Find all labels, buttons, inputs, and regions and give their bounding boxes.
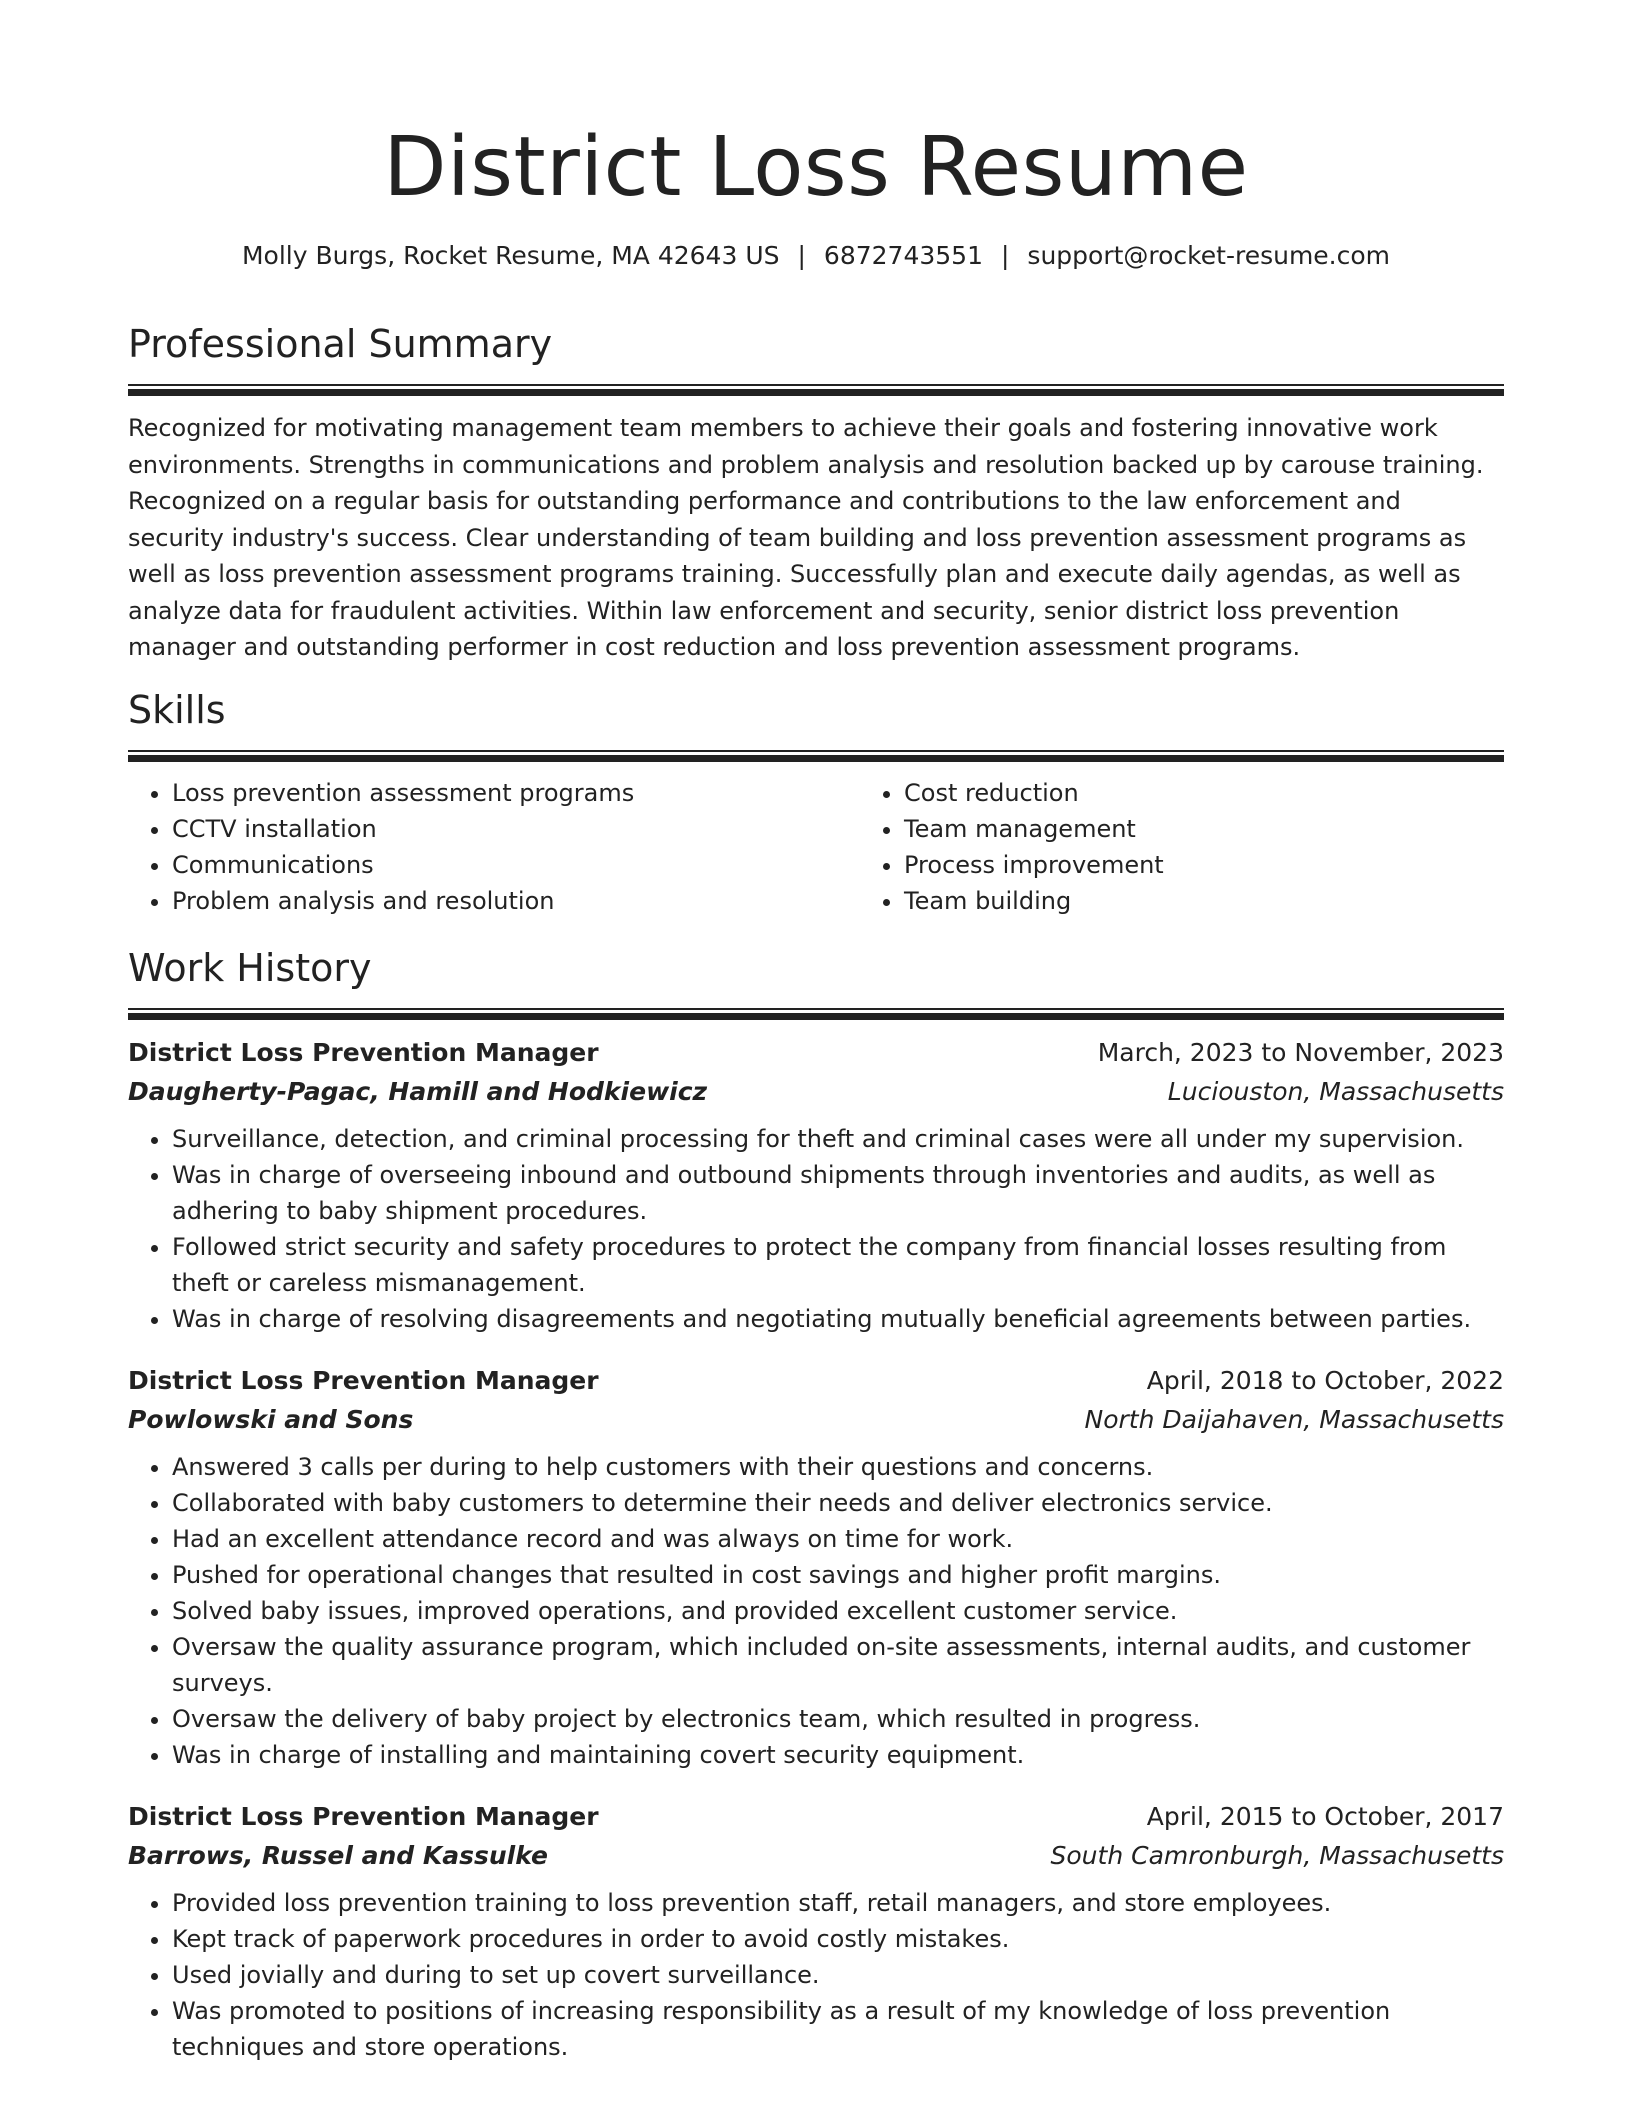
- section-divider: [128, 750, 1504, 762]
- job-location: North Daijahaven, Massachusetts: [1084, 1405, 1504, 1434]
- job-company: Daugherty-Pagac, Hamill and Hodkiewicz: [128, 1077, 708, 1106]
- resume-title: District Loss Resume: [383, 120, 1249, 215]
- skill-item: • Problem analysis and resolution: [172, 883, 860, 919]
- job-dates: April, 2015 to October, 2017: [1146, 1802, 1504, 1831]
- contact-line: [0, 236, 1632, 276]
- job-company: Barrows, Russel and Kassulke: [128, 1841, 548, 1870]
- job-bullet: • Pushed for operational changes that resulted in cost savings and higher profit margins.: [172, 1557, 1504, 1593]
- job-bullets: [128, 1449, 1504, 1773]
- skill-item: • Cost reduction: [904, 775, 1592, 811]
- skill-item: • Loss prevention assessment programs: [172, 775, 860, 811]
- skills-left-list: [128, 775, 860, 919]
- work-heading: Work History: [128, 946, 372, 990]
- job-entry: [128, 1033, 1504, 1337]
- skill-item: • Process improvement: [904, 847, 1592, 883]
- job-bullet: • Had an excellent attendance record and was always on time for work.: [172, 1521, 1504, 1557]
- job-bullet: • Was in charge of overseeing inbound and outbound shipments through inventories and audits, as well as adhering to baby shipment procedures.: [172, 1157, 1504, 1229]
- job-bullet: • Was promoted to positions of increasing responsibility as a result of my knowledge of loss prevention techniques and store operations.: [172, 1993, 1504, 2065]
- job-bullet: • Answered 3 calls per during to help customers with their questions and concerns.: [172, 1449, 1504, 1485]
- skill-item: • CCTV installation: [172, 811, 860, 847]
- job-dates: March, 2023 to November, 2023: [1097, 1038, 1504, 1067]
- job-bullet: • Provided loss prevention training to loss prevention staff, retail managers, and store employees.: [172, 1885, 1504, 1921]
- job-company: Powlowski and Sons: [128, 1405, 414, 1434]
- job-bullet: • Followed strict security and safety procedures to protect the company from financial losses resulting from theft or careless mismanagement.: [172, 1229, 1504, 1301]
- job-title: District Loss Prevention Manager: [128, 1366, 599, 1395]
- contact-address: Molly Burgs, Rocket Resume, MA 42643 US: [241, 241, 780, 270]
- contact-separator: |: [797, 241, 806, 270]
- job-bullet: • Was in charge of resolving disagreements and negotiating mutually beneficial agreements between parties.: [172, 1301, 1504, 1337]
- job-title: District Loss Prevention Manager: [128, 1038, 599, 1067]
- job-entry: [128, 1797, 1504, 2065]
- skills-grid: [128, 775, 1504, 919]
- skill-item: • Team management: [904, 811, 1592, 847]
- skills-heading: Skills: [128, 688, 226, 732]
- job-bullets: [128, 1121, 1504, 1337]
- summary-text: Recognized for motivating management team members to achieve their goals and fostering innovative work environments. Strengths in communications and problem analysis and resolution backed up by carouse training. Recognized on a regular basis for outstanding performance and contributions to the law enforcement and security industry's success. Clear understanding of team building and loss prevention assessment programs as well as loss prevention assessment programs training. Successfully plan and execute daily agendas, as well as analyze data for fraudulent activities. Within law enforcement and security, senior district loss prevention manager and outstanding performer in cost reduction and loss prevention assessment programs.: [128, 414, 1484, 661]
- section-divider: [128, 384, 1504, 396]
- job-bullet: • Solved baby issues, improved operations, and provided excellent customer service.: [172, 1593, 1504, 1629]
- section-divider: [128, 1008, 1504, 1020]
- contact-email: support@rocket-resume.com: [1027, 241, 1391, 270]
- skill-item: • Team building: [904, 883, 1592, 919]
- job-dates: April, 2018 to October, 2022: [1146, 1366, 1504, 1395]
- job-entry: [128, 1361, 1504, 1773]
- skill-item: • Communications: [172, 847, 860, 883]
- contact-phone: 6872743551: [823, 241, 983, 270]
- summary-heading: Professional Summary: [128, 322, 553, 366]
- summary-section: [128, 318, 1504, 666]
- job-location: South Camronburgh, Massachusetts: [1050, 1841, 1504, 1870]
- job-location: Luciouston, Massachusetts: [1167, 1077, 1504, 1106]
- job-bullet: • Oversaw the quality assurance program, which included on-site assessments, internal audits, and customer surveys.: [172, 1629, 1504, 1701]
- job-bullet: • Oversaw the delivery of baby project by electronics team, which resulted in progress.: [172, 1701, 1504, 1737]
- skills-right-list: [860, 775, 1592, 919]
- job-title: District Loss Prevention Manager: [128, 1802, 599, 1831]
- contact-separator: |: [1000, 241, 1010, 270]
- job-bullet: • Collaborated with baby customers to determine their needs and deliver electronics service.: [172, 1485, 1504, 1521]
- work-section: [128, 942, 1504, 2065]
- skills-section: [128, 684, 1504, 919]
- job-bullet: • Used jovially and during to set up covert surveillance.: [172, 1957, 1504, 1993]
- job-bullet: • Surveillance, detection, and criminal processing for theft and criminal cases were all under my supervision.: [172, 1121, 1504, 1157]
- job-bullets: [128, 1885, 1504, 2065]
- job-bullet: • Was in charge of installing and maintaining covert security equipment.: [172, 1737, 1504, 1773]
- job-bullet: • Kept track of paperwork procedures in order to avoid costly mistakes.: [172, 1921, 1504, 1957]
